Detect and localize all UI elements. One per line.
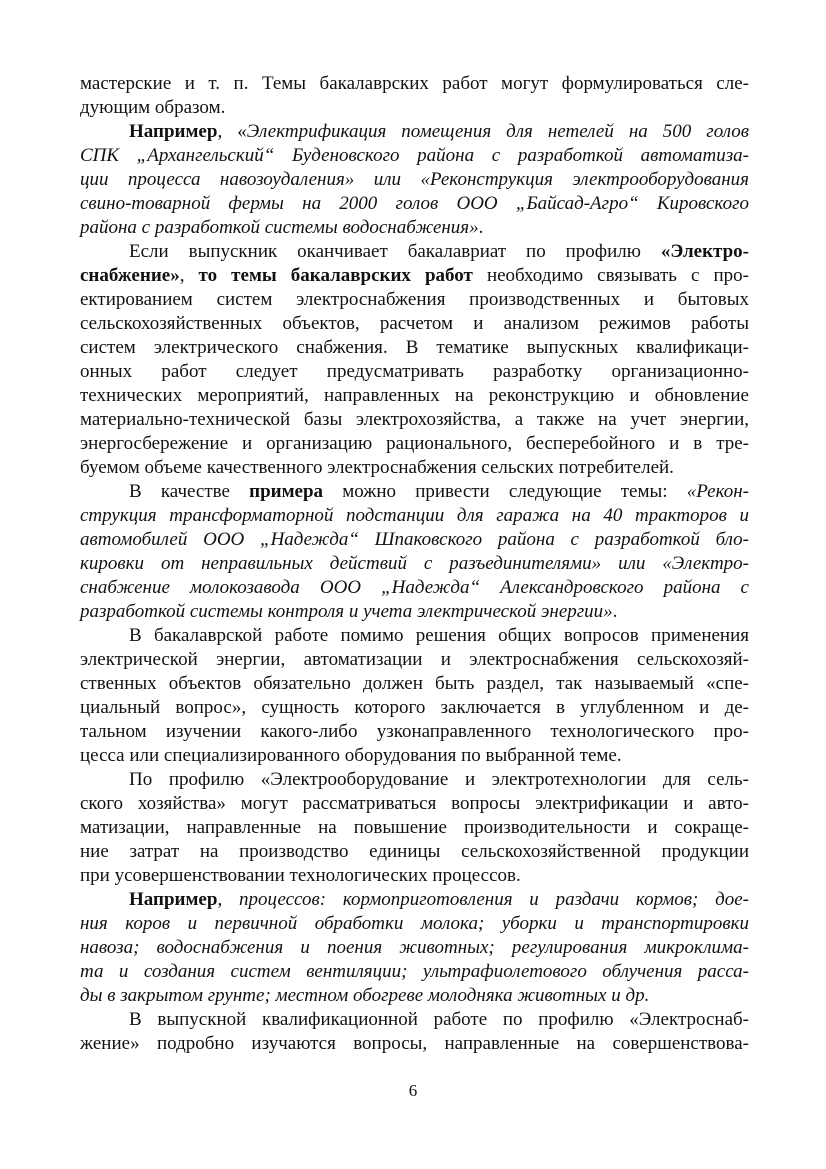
text-line [80,768,749,792]
text-span: матизации, направленные на повышение производительности и сокраще- [80,817,749,838]
text-line [80,264,749,288]
text-line [80,624,749,648]
italic-text: струкция трансформаторной подстанции для гаража на 40 тракторов и [80,505,749,526]
text-line [80,912,749,936]
text-line [80,120,749,144]
text-line [80,816,749,840]
text-span: тальном изучении какого-либо узконаправленного технологического про- [80,721,749,742]
text-line [80,528,749,552]
bold-text: Например [129,121,218,142]
text-line [80,888,749,912]
text-line [80,168,749,192]
text-line [80,312,749,336]
text-line [80,288,749,312]
text-line [80,720,749,744]
text-line [80,1032,749,1056]
italic-text: та и создания систем вентиляции; ультрафиолетового облучения расса- [80,961,749,982]
text-line [80,648,749,672]
text-line [80,960,749,984]
text-span: необходимо связывать с про- [472,265,750,286]
text-line [80,480,749,504]
text-line [80,408,749,432]
text-line [80,600,749,624]
text-span: В качестве [129,481,250,502]
text-span: ского хозяйства» могут рассматриваться вопросы электрификации и авто- [80,793,749,814]
text-line [80,336,749,360]
text-span: сельскохозяйственных объектов, расчетом и анализом режимов работы [80,313,749,334]
text-span: Если выпускник оканчивает бакалавриат по профилю [129,241,661,262]
text-span: В выпускной квалификационной работе по профилю «Электроснаб- [129,1009,749,1030]
text-span: циальный вопрос», сущность которого заключается в углубленном и де- [80,697,749,718]
text-span: , [179,265,199,286]
text-span: , « [217,121,247,142]
italic-text: ды в закрытом грунте; местном обогреве молодняка животных и др. [80,985,650,1006]
text-line [80,192,749,216]
bold-text: то темы бакалаврских работ [198,265,473,286]
text-span: , [217,889,239,910]
text-span: электрической энергии, автоматизации и электроснабжения сельскохозяй- [80,649,749,670]
bold-text: примера [249,481,324,502]
italic-text: ции процесса навозоудаления» или «Реконструкция электрооборудования [80,169,749,190]
text-line [80,984,749,1008]
text-line [80,672,749,696]
text-span: дующим образом. [80,97,226,118]
page-number: 6 [408,1081,418,1100]
text-line [80,864,749,888]
text-span: жение» подробно изучаются вопросы, направленные на совершенствова- [80,1033,749,1054]
text-line [80,840,749,864]
italic-text: Электрификация помещения для нетелей на 500 голов [246,121,750,142]
text-span: онных работ следует предусматривать разработку организационно- [80,361,749,382]
italic-text: кировки от неправильных действий с разъединителями» или «Электро- [80,553,749,574]
italic-text: «Рекон- [686,481,749,502]
text-line [80,144,749,168]
text-line [80,1008,749,1032]
text-line [80,552,749,576]
text-span: материально-технической базы электрохозяйства, а также на учет энергии, [80,409,749,430]
text-line [80,504,749,528]
italic-text: свино-товарной фермы на 2000 голов ООО „Байсад-Агро“ Кировского [80,193,749,214]
text-span: По профилю «Электрооборудование и электротехнологии для сель- [129,769,749,790]
text-line [80,360,749,384]
text-line [80,792,749,816]
text-line [80,216,749,240]
text-span: ние затрат на производство единицы сельскохозяйственной продукции [80,841,749,862]
text-span: технических мероприятий, направленных на реконструкцию и обновление [80,385,749,406]
italic-text: ния коров и первичной обработки молока; уборки и транспортировки [80,913,749,934]
text-line [80,240,749,264]
text-span: при усовершенствовании технологических процессов. [80,865,521,886]
text-span: В бакалаврской работе помимо решения общих вопросов применения [129,625,749,646]
text-span: цесса или специализированного оборудования по выбранной теме. [80,745,622,766]
text-span: энергосбережение и организацию рационального, бесперебойного и в тре- [80,433,749,454]
text-span: ектированием систем электроснабжения производственных и бытовых [80,289,749,310]
text-span: можно привести следующие темы: [323,481,687,502]
text-line [80,936,749,960]
text-line [80,432,749,456]
text-line [80,72,749,96]
italic-text: процессов: кормоприготовления и раздачи кормов; дое- [238,889,749,910]
text-line [80,384,749,408]
text-span: . [478,217,484,238]
text-span: систем электрического снабжения. В тематике выпускных квалификаци- [80,337,749,358]
page-body-text [80,72,749,1056]
italic-text: района с разработкой системы водоснабжения» [80,217,479,238]
italic-text: разработкой системы контроля и учета электрической энергии» [80,601,613,622]
italic-text: СПК „Архангельский“ Буденовского района с разработкой автоматиза- [80,145,749,166]
text-span: буемом объеме качественного электроснабжения сельских потребителей. [80,457,674,478]
bold-text: «Электро- [660,241,749,262]
bold-text: Например [129,889,218,910]
italic-text: навоза; водоснабжения и поения животных; регулирования микроклима- [80,937,749,958]
text-span: . [612,601,618,622]
text-span: мастерские и т. п. Темы бакалаврских работ могут формулироваться сле- [80,73,749,94]
text-span: ственных объектов обязательно должен быть раздел, так называемый «спе- [80,673,749,694]
text-line [80,744,749,768]
text-line [80,576,749,600]
text-line [80,96,749,120]
italic-text: снабжение молокозавода ООО „Надежда“ Александровского района с [80,577,749,598]
text-line [80,456,749,480]
text-line [80,696,749,720]
bold-text: снабжение» [80,265,180,286]
italic-text: автомобилей ООО „Надежда“ Шпаковского района с разработкой бло- [80,529,749,550]
